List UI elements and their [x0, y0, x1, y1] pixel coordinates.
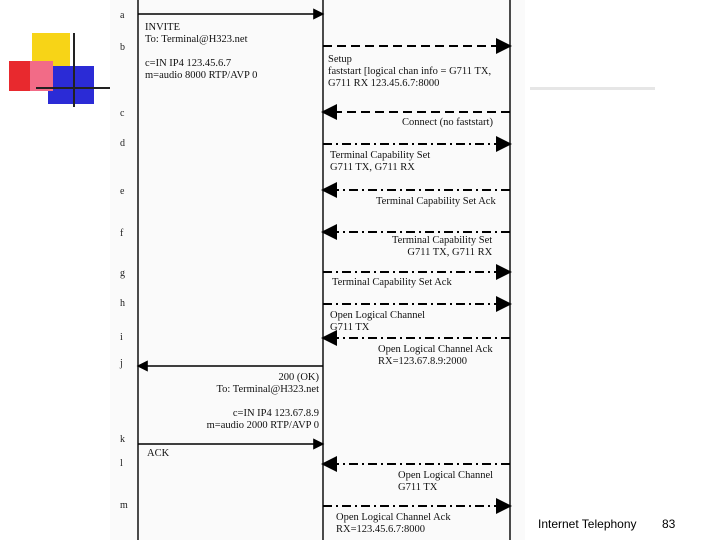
connect-label: Connect (no faststart) — [402, 117, 493, 128]
step-label: e — [120, 186, 125, 197]
invite-label: INVITE To: Terminal@H323.net c=IN IP4 123.45.6.7 m=audio 8000 RTP/AVP 0 — [145, 22, 258, 81]
step-label: l — [120, 458, 123, 469]
tcs-ack-label-2: Terminal Capability Set Ack — [332, 277, 452, 288]
step-label: d — [120, 138, 125, 149]
step-label: k — [120, 434, 125, 445]
olc-label-2: Open Logical Channel G711 TX — [398, 470, 494, 493]
step-label: m — [120, 500, 128, 511]
step-label: h — [120, 298, 125, 309]
page-number: 83 — [662, 517, 676, 531]
footer-title: Internet Telephony — [538, 517, 637, 531]
ack-label: ACK — [147, 448, 170, 459]
olc-label-1: Open Logical Channel G711 TX — [330, 310, 426, 333]
call-flow-diagram — [110, 0, 525, 540]
decorative-line — [530, 87, 655, 90]
step-label: i — [120, 332, 123, 343]
setup-label: Setup faststart [logical chan info = G711 TX, G711 RX 123.45.6.7:8000 — [328, 54, 492, 89]
ok200-label: 200 (OK) To: Terminal@H323.net c=IN IP4 123.67.8.9 m=audio 2000 RTP/AVP 0 — [206, 372, 319, 431]
step-label: a — [120, 10, 125, 21]
step-label: c — [120, 108, 125, 119]
tcs-label-2: Terminal Capability Set G711 TX, G711 RX — [392, 235, 493, 258]
step-label: j — [120, 358, 123, 369]
olc-ack-label-2: Open Logical Channel Ack RX=123.45.6.7:8000 — [336, 512, 451, 535]
step-label: b — [120, 42, 125, 53]
logo-icon — [0, 0, 120, 110]
step-label: g — [120, 268, 125, 279]
tcs-label-1: Terminal Capability Set G711 TX, G711 RX — [330, 150, 431, 173]
olc-ack-label-1: Open Logical Channel Ack RX=123.67.8.9:2000 — [378, 344, 493, 367]
step-label: f — [120, 228, 124, 239]
tcs-ack-label-1: Terminal Capability Set Ack — [376, 196, 496, 207]
